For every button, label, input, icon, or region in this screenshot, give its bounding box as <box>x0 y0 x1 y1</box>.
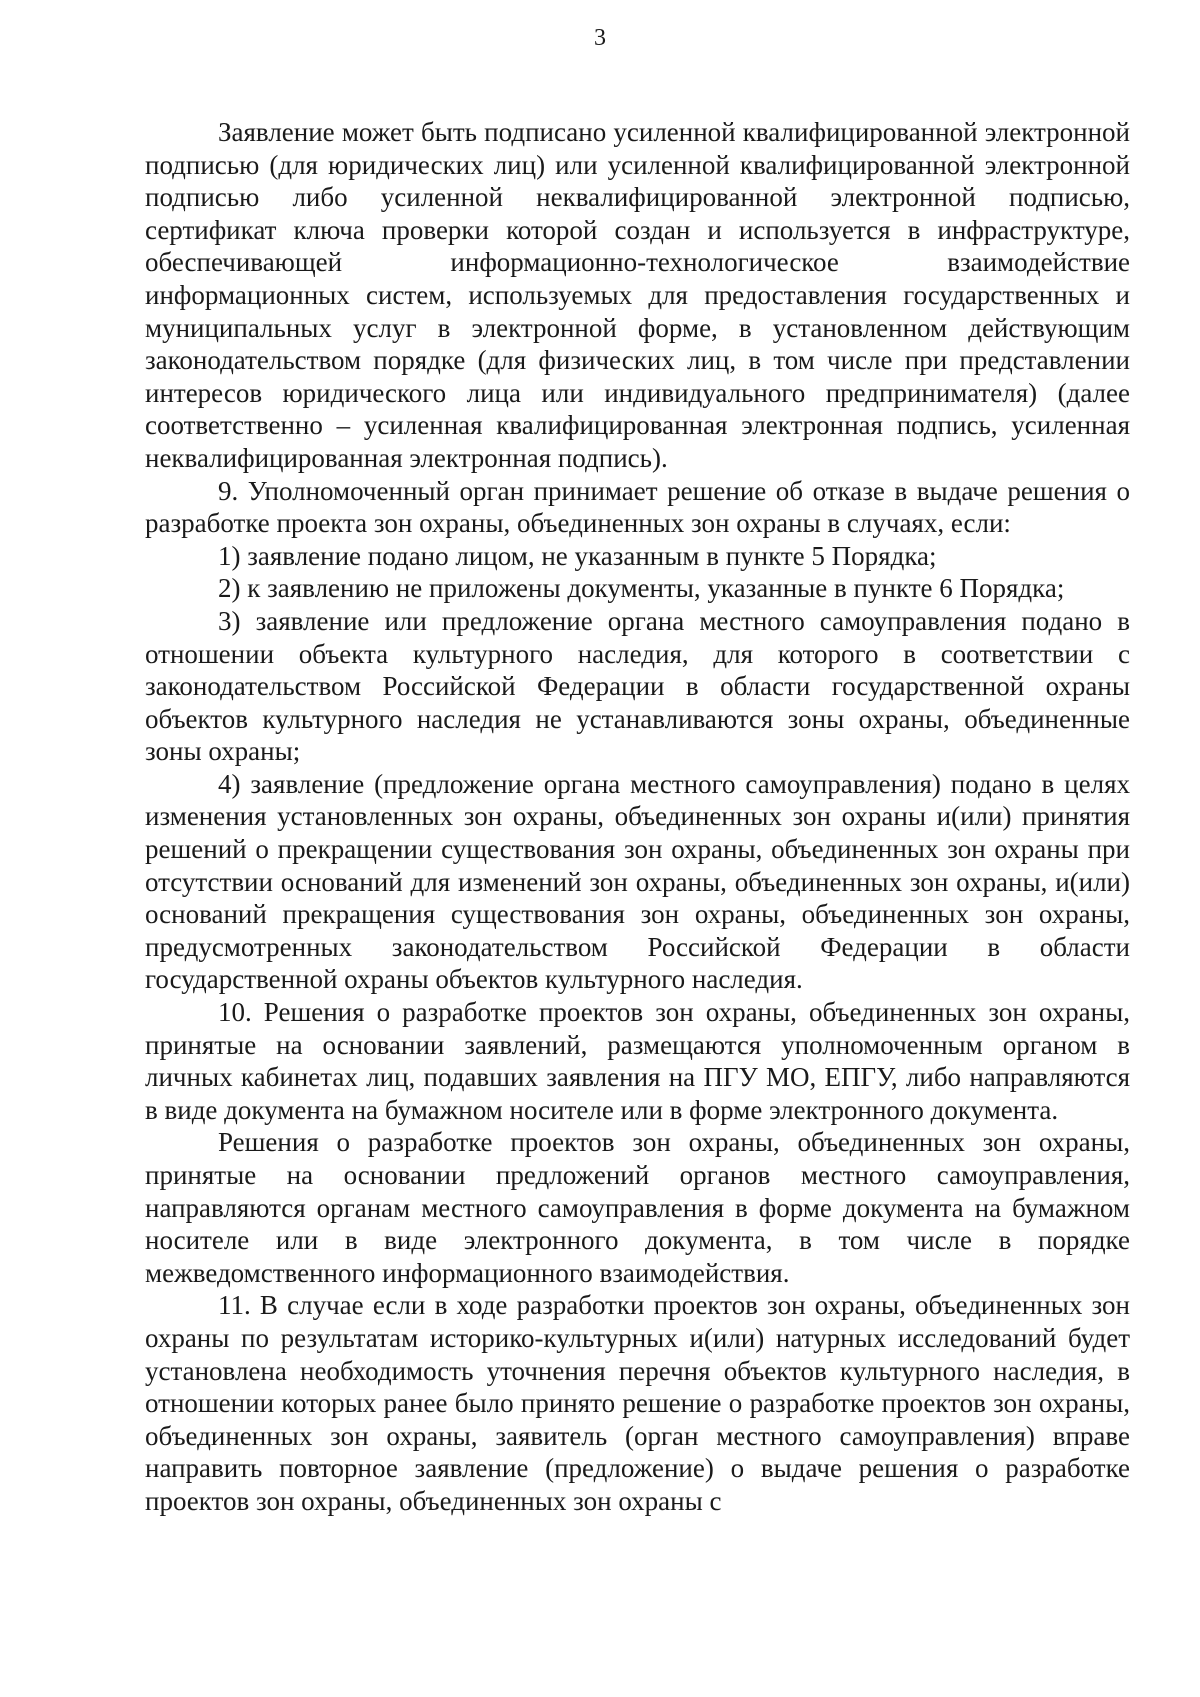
paragraph-subitem-2: 2) к заявлению не приложены документы, указанные в пункте 6 Порядка; <box>218 573 1065 604</box>
paragraph-subitem-4: 4) заявление (предложение органа местного самоуправления) подано в целях изменения установленных зон охраны, объединенных зон охраны и(или) принятия решений о прекращении существования зон охраны, объединенных зон охраны при отсутствии оснований для изменений зон охраны, объединенных зон охраны, и(или) оснований прекращения существования зон охраны, объединенных зон охраны, предусмотренных законодательством Российской Федерации в области государственной охраны объектов культурного наследия. <box>145 768 1130 995</box>
document-body <box>145 116 1130 1518</box>
paragraph-subitem-3: 3) заявление или предложение органа местного самоуправления подано в отношении объекта культурного наследия, для которого в соответствии с законодательством Российской Федерации в области государственной охраны объектов культурного наследия не устанавливаются зоны охраны, объединенные зоны охраны; <box>145 605 1130 767</box>
paragraph-item-9: 9. Уполномоченный орган принимает решение об отказе в выдаче решения о разработке проекта зон охраны, объединенных зон охраны в случаях, если: <box>145 475 1130 539</box>
paragraph-subitem-1: 1) заявление подано лицом, не указанным в пункте 5 Порядка; <box>218 540 937 571</box>
paragraph-item-11: 11. В случае если в ходе разработки проектов зон охраны, объединенных зон охраны по результатам историко-культурных и(или) натурных исследований будет установлена необходимость уточнения перечня объектов культурного наследия, в отношении которых ранее было принято решение о разработке проектов зон охраны, объединенных зон охраны, заявитель (орган местного самоуправления) вправе направить повторное заявление (предложение) о выдаче решения о разработке проектов зон охраны, объединенных зон охраны с <box>145 1290 1130 1516</box>
paragraph-item-10-continued: Решения о разработке проектов зон охраны, объединенных зон охраны, принятые на основании предложений органов местного самоуправления, направляются органам местного самоуправления в форме документа на бумажном носителе или в виде электронного документа, в том числе в порядке межведомственного информационного взаимодействия. <box>145 1127 1130 1288</box>
paragraph-signature: Заявление может быть подписано усиленной квалифицированной электронной подписью (для юридических лиц) или усиленной квалифицированной электронной подписью либо усиленной неквалифицированной электронной подписью, сертификат ключа проверки которой создан и используется в инфраструктуре, обеспечивающей информационно-технологическое взаимодействие информационных систем, используемых для предоставления государственных и муниципальных услуг в электронной форме, в установленном действующим законодательством порядке (для физических лиц, в том числе при представлении интересов юридического лица или индивидуального предпринимателя) (далее соответственно – усиленная квалифицированная электронная подпись, усиленная неквалифицированная электронная подпись). <box>145 117 1130 473</box>
page-number: 3 <box>594 25 606 51</box>
paragraph-item-10: 10. Решения о разработке проектов зон охраны, объединенных зон охраны, принятые на основании заявлений, размещаются уполномоченным органом в личных кабинетах лиц, подавших заявления на ПГУ МО, ЕПГУ, либо направляются в виде документа на бумажном носителе или в форме электронного документа. <box>145 997 1130 1125</box>
